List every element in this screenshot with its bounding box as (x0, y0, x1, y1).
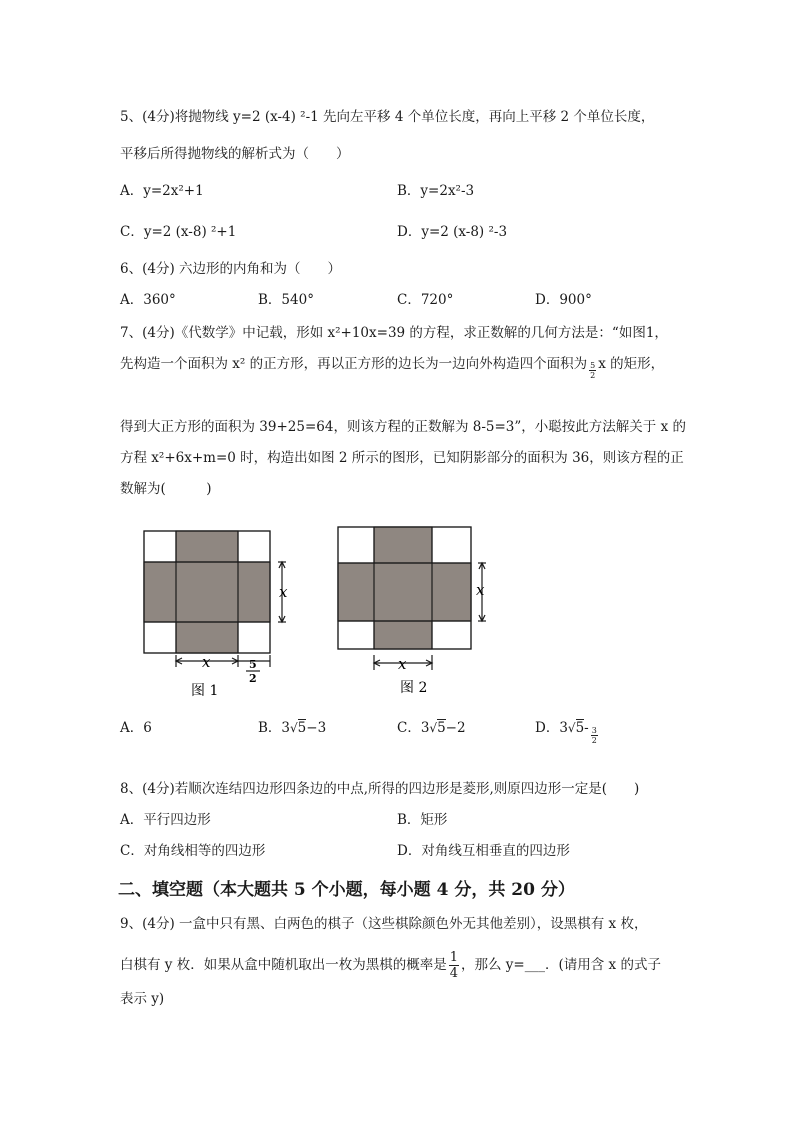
q5-option-d: D．y=2 (x-8) ²-3 (397, 224, 508, 240)
q9-stem-line2-tail: ，那么 y=___．(请用含 x 的式子 (461, 957, 661, 973)
q7-stem-line1: 7、(4分)《代数学》中记载，形如 x²+10x=39 的方程，求正数解的几何方法是：“如图1， (120, 325, 668, 341)
sqrt-icon: √ (429, 721, 438, 735)
q6-option-c: C．720° (397, 292, 454, 308)
q9-stem-line3: 表示 y) (120, 991, 165, 1007)
q5-option-b: B．y=2x²-3 (397, 183, 475, 199)
fig2-caption: 图 2 (400, 680, 428, 696)
q6-stem: 6、(4分) 六边形的内角和为（ ） (120, 261, 342, 277)
q9-stem-line1: 9、(4分) 一盒中只有黑、白两色的棋子（这些棋除颜色外无其他差别），设黑棋有 x 枚， (120, 916, 648, 932)
fig1-x-label-bottom: x (202, 653, 211, 671)
q7-stem-line4: 方程 x²+6x+m=0 时，构造出如图 2 所示的图形，已知阴影部分的面积为 36，则该方程的正 (120, 450, 684, 466)
q5-option-c: C．y=2 (x-8) ²+1 (120, 224, 237, 240)
q6-option-b: B．540° (258, 292, 314, 308)
q8-option-c: C．对角线相等的四边形 (120, 843, 266, 859)
q6-option-d: D．900° (535, 292, 592, 308)
q7-option-b: B．3√5−3 (258, 720, 327, 736)
section-2-heading: 二、填空题（本大题共 5 个小题，每小题 4 分，共 20 分） (118, 880, 575, 900)
sqrt-icon: √ (567, 721, 576, 735)
q8-option-a: A．平行四边形 (120, 812, 211, 828)
fig1-frac-num: 5 (249, 658, 257, 671)
fig2-x-label-right: x (476, 581, 485, 599)
q7-option-c: C．3√5−2 (397, 720, 466, 736)
sqrt-icon: √ (290, 721, 298, 735)
q7-option-a: A．6 (120, 720, 152, 736)
q5-option-a: A．y=2x²+1 (120, 183, 204, 199)
q5-stem-line1: 5、(4分)将抛物线 y=2 (x-4) ²-1 先向左平移 4 个单位长度，再向上平移 2 个单位长度， (120, 109, 655, 125)
fig1-caption: 图 1 (191, 683, 219, 699)
figure-1 (138, 525, 298, 705)
q8-option-d: D．对角线互相垂直的四边形 (397, 843, 570, 859)
q9-fraction-1-4: $\frac{1}{4}$ (449, 950, 458, 981)
fig1-x-label-right: x (279, 583, 288, 601)
q6-option-a: A．360° (120, 292, 176, 308)
q7-stem-line5: 数解为( ) (120, 481, 212, 497)
q9-stem-line2-text: 白棋有 y 枚．如果从盒中随机取出一枚为黑棋的概率是 (120, 957, 447, 973)
q7-stem-line2 (120, 355, 665, 380)
q7-option-d-fraction: $\frac{3}{2}$ (591, 726, 597, 745)
q7-stem-line2-tail: x 的矩形， (598, 356, 665, 372)
fig1-frac-den: 2 (249, 672, 257, 685)
q7-fraction-5-2: $\frac{5}{2}$ (590, 361, 596, 380)
q9-stem-line2 (120, 950, 661, 981)
fig2-shade-center-row (338, 563, 471, 621)
q7-stem-line3: 得到大正方形的面积为 39+25=64，则该方程的正数解为 8-5=3”，小聪按此方法解关于 x 的 (120, 419, 686, 435)
q5-stem-line2: 平移后所得抛物线的解析式为（ ） (120, 146, 350, 162)
figure-2 (333, 522, 503, 702)
q8-stem: 8、(4分)若顺次连结四边形四条边的中点,所得的四边形是菱形,则原四边形一定是( ) (120, 781, 640, 797)
q7-stem-line2-text: 先构造一个面积为 x² 的正方形，再以正方形的边长为一边向外构造四个面积为 (120, 356, 588, 372)
q8-option-b: B．矩形 (397, 812, 448, 828)
q7-option-d: D．3√5- $\frac{3}{2}$ (535, 720, 597, 745)
fig2-x-label-bottom: x (398, 655, 407, 673)
fig1-shade-center-row (144, 562, 270, 622)
